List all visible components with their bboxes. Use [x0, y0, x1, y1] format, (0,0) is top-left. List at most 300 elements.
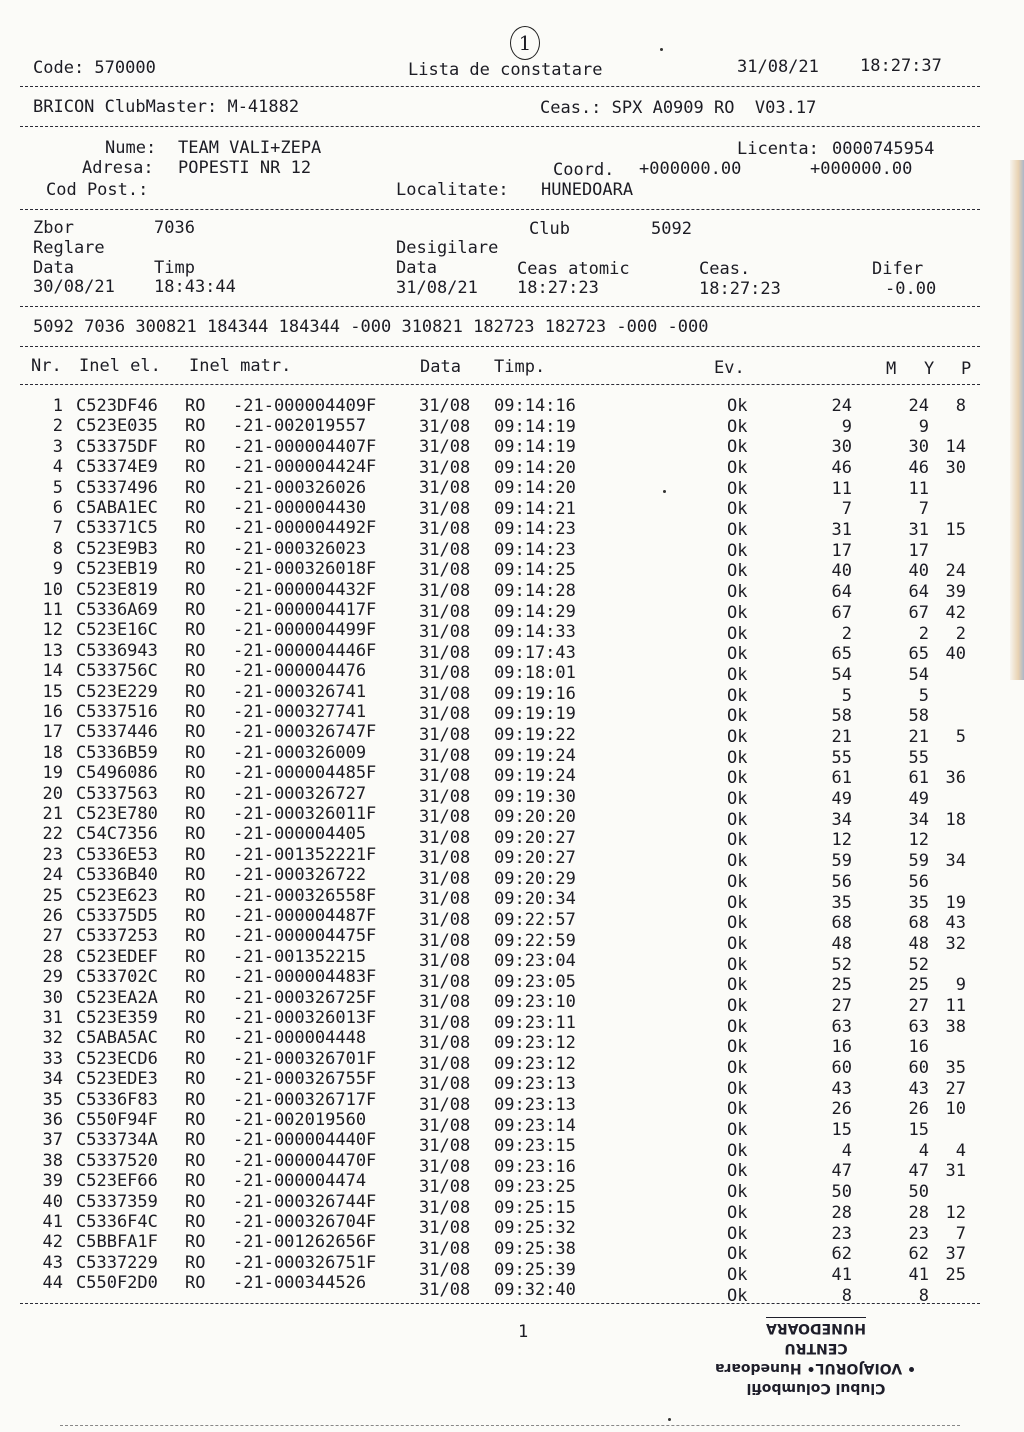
arrival-date: 31/08: [419, 992, 471, 1013]
event: Ok: [727, 789, 748, 810]
flight-label: Zbor: [33, 218, 74, 238]
row-number: 3: [52, 436, 63, 457]
value-y: 5: [918, 685, 929, 706]
arrival-date: 31/08: [419, 601, 471, 622]
event: Ok: [727, 1264, 748, 1285]
electronic-ring: C5ABA5AC: [76, 1028, 158, 1049]
row-number: 13: [42, 640, 63, 661]
arrival-date: 31/08: [419, 1156, 471, 1177]
arrival-time: 09:14:23: [494, 539, 576, 560]
value-y: 25: [908, 975, 929, 996]
summary-code-line: 5092 7036 300821 184344 184344 -000 310821 182723 182723 -000 -000: [33, 317, 709, 337]
electronic-ring: C5337359: [76, 1191, 158, 1212]
ring-number: -21-000326013F: [233, 1008, 377, 1028]
row-number: 32: [42, 1028, 63, 1049]
value-y: 26: [908, 1099, 929, 1120]
event: Ok: [727, 1202, 748, 1223]
address-label: Adresa:: [82, 158, 154, 178]
value-y: 40: [908, 561, 929, 582]
row-number: 29: [42, 967, 63, 988]
row-number: 7: [52, 518, 63, 539]
country: RO: [185, 804, 206, 824]
value-m: 15: [831, 1120, 852, 1141]
event: Ok: [727, 561, 748, 582]
row-number: 17: [42, 722, 63, 743]
license-label: Licenta:: [737, 139, 819, 159]
arrival-time: 09:20:27: [494, 827, 576, 848]
arrival-time: 09:32:40: [494, 1280, 576, 1301]
divider: [20, 86, 980, 87]
value-y: 59: [908, 851, 929, 872]
unsealing-date-label: Data: [396, 258, 437, 278]
row-number: 2: [52, 416, 63, 437]
event: Ok: [727, 1223, 748, 1244]
event: Ok: [727, 726, 748, 747]
electronic-ring: C54C7356: [76, 824, 158, 845]
value-m: 27: [831, 995, 852, 1016]
country: RO: [185, 1028, 206, 1049]
table-row: [0, 926, 1000, 954]
electronic-ring: C523DF46: [76, 396, 158, 416]
value-y: 56: [908, 871, 929, 892]
arrival-time: 09:14:21: [494, 498, 576, 519]
arrival-date: 31/08: [419, 457, 471, 478]
clock-time: 18:27:23: [699, 279, 781, 299]
row-number: 41: [42, 1212, 63, 1232]
value-y: 58: [908, 706, 929, 727]
row-number: 28: [42, 946, 63, 967]
table-row: [0, 844, 1000, 872]
electronic-ring: C523E035: [76, 416, 158, 437]
ring-number: -21-000004405: [233, 824, 367, 845]
electronic-ring: C5496086: [76, 763, 158, 784]
row-number: 23: [42, 844, 63, 865]
table-row: [0, 722, 1000, 747]
table-row: [0, 1069, 1000, 1099]
flight-number: 7036: [154, 218, 195, 238]
arrival-time: 09:20:20: [494, 807, 576, 828]
value-m: 26: [831, 1099, 852, 1120]
arrival-time: 09:22:57: [494, 910, 576, 930]
value-p: 42: [945, 602, 966, 623]
event: Ok: [727, 1161, 748, 1182]
country: RO: [185, 1273, 206, 1294]
value-m: 23: [831, 1223, 852, 1244]
arrival-time: 09:14:29: [494, 601, 576, 622]
arrival-time: 09:23:13: [494, 1074, 576, 1095]
country: RO: [185, 722, 206, 743]
country: RO: [185, 457, 206, 478]
row-number: 26: [42, 906, 63, 926]
arrival-date: 31/08: [419, 930, 471, 951]
value-p: 24: [945, 561, 966, 582]
table-row: [0, 1273, 1000, 1306]
arrival-date: 31/08: [419, 745, 471, 766]
country: RO: [185, 987, 206, 1008]
electronic-ring: C5337563: [76, 783, 158, 804]
event: Ok: [727, 1078, 748, 1099]
table-row: [0, 906, 1000, 934]
event: Ok: [727, 416, 748, 437]
value-y: 31: [908, 520, 929, 541]
setting-label: Reglare: [33, 238, 105, 258]
arrival-time: 09:17:43: [494, 642, 576, 663]
table-row: [0, 457, 1000, 477]
row-number: 35: [42, 1089, 63, 1110]
electronic-ring: C5337516: [76, 702, 158, 722]
license-value: 0000745954: [832, 139, 935, 159]
value-m: 56: [831, 871, 852, 892]
ring-number: -21-000004409F: [233, 396, 377, 416]
event: Ok: [727, 437, 748, 458]
value-m: 67: [831, 602, 852, 623]
electronic-ring: C523E229: [76, 681, 158, 702]
ring-number: -21-000326717F: [233, 1089, 377, 1110]
value-y: 62: [908, 1244, 929, 1265]
divider: [20, 1303, 980, 1304]
arrival-date: 31/08: [419, 951, 471, 972]
speck: [668, 1418, 671, 1421]
arrival-time: 09:14:16: [494, 396, 576, 416]
ring-number: -21-000326023: [233, 538, 367, 559]
electronic-ring: C523EDE3: [76, 1069, 158, 1090]
value-m: 59: [831, 851, 852, 872]
electronic-ring: C523ECD6: [76, 1048, 158, 1069]
value-y: 65: [908, 644, 929, 665]
event: Ok: [727, 644, 748, 665]
country: RO: [185, 600, 206, 620]
row-number: 6: [52, 498, 63, 518]
country: RO: [185, 1150, 206, 1171]
ring-number: -21-000326026: [233, 477, 367, 498]
event: Ok: [727, 1016, 748, 1037]
value-m: 17: [831, 540, 852, 561]
unsealing-label: Desigilare: [396, 238, 499, 258]
arrival-date: 31/08: [419, 868, 471, 889]
ring-number: -21-000004474: [233, 1171, 367, 1192]
value-y: 52: [908, 954, 929, 975]
value-y: 23: [908, 1223, 929, 1244]
value-p: 40: [945, 644, 966, 665]
ring-number: -21-000004475F: [233, 926, 377, 947]
arrival-time: 09:23:25: [494, 1177, 576, 1198]
table-row: [0, 579, 1000, 603]
ring-number: -21-000004440F: [233, 1130, 377, 1151]
electronic-ring: C5337496: [76, 477, 158, 498]
country: RO: [185, 559, 206, 580]
value-p: 38: [945, 1016, 966, 1037]
arrival-time: 09:19:24: [494, 745, 576, 766]
country: RO: [185, 620, 206, 641]
value-y: 43: [908, 1078, 929, 1099]
arrival-date: 31/08: [419, 827, 471, 848]
table-row: [0, 865, 1000, 892]
col-header-y: Y: [924, 359, 935, 379]
ring-number: -21-000327741: [233, 702, 367, 722]
ring-number: -21-000326558F: [233, 885, 377, 906]
value-m: 30: [831, 437, 852, 458]
arrival-date: 31/08: [419, 1074, 471, 1095]
country: RO: [185, 946, 206, 967]
speck: [660, 48, 663, 51]
ring-number: -21-000004487F: [233, 906, 377, 926]
col-header-date: Data: [420, 357, 461, 377]
electronic-ring: C53375D5: [76, 906, 158, 926]
value-m: 68: [831, 913, 852, 934]
table-row: [0, 967, 1000, 996]
arrival-time: 09:20:27: [494, 848, 576, 869]
ring-number: -21-000326704F: [233, 1212, 377, 1232]
value-p: 9: [955, 975, 966, 996]
electronic-ring: C5336943: [76, 640, 158, 661]
arrival-time: 09:19:22: [494, 724, 576, 745]
value-y: 27: [908, 995, 929, 1016]
value-y: 11: [908, 478, 929, 499]
table-row: [0, 824, 1000, 851]
row-number: 5: [52, 477, 63, 498]
ring-number: -21-000326747F: [233, 722, 377, 743]
event: Ok: [727, 975, 748, 996]
ring-number: -21-000326755F: [233, 1069, 377, 1090]
value-y: 21: [908, 726, 929, 747]
event: Ok: [727, 809, 748, 830]
electronic-ring: C53374E9: [76, 457, 158, 478]
row-number: 39: [42, 1171, 63, 1192]
value-m: 60: [831, 1058, 852, 1078]
value-y: 63: [908, 1016, 929, 1037]
row-number: 4: [52, 457, 63, 478]
arrival-date: 31/08: [419, 910, 471, 930]
electronic-ring: C523E780: [76, 804, 158, 824]
value-m: 64: [831, 582, 852, 603]
value-y: 67: [908, 602, 929, 623]
event: Ok: [727, 1244, 748, 1265]
electronic-ring: C5336E53: [76, 844, 158, 865]
ring-number: -21-000004407F: [233, 436, 377, 457]
electronic-ring: C53375DF: [76, 436, 158, 457]
arrival-time: 09:18:01: [494, 663, 576, 684]
electronic-ring: C523EF66: [76, 1171, 158, 1192]
electronic-ring: C550F2D0: [76, 1273, 158, 1294]
arrival-time: 09:14:19: [494, 416, 576, 437]
value-p: 31: [945, 1161, 966, 1182]
value-m: 28: [831, 1202, 852, 1223]
country: RO: [185, 681, 206, 702]
country: RO: [185, 742, 206, 763]
value-m: 62: [831, 1244, 852, 1265]
value-p: 12: [945, 1202, 966, 1223]
arrival-date: 31/08: [419, 807, 471, 828]
arrival-date: 31/08: [419, 478, 471, 499]
clock-id: Ceas.: SPX A0909 RO V03.17: [540, 98, 817, 118]
arrival-time: 09:19:24: [494, 766, 576, 787]
table-row: [0, 763, 1000, 789]
arrival-date: 31/08: [419, 971, 471, 992]
value-m: 43: [831, 1078, 852, 1099]
arrival-time: 09:14:33: [494, 622, 576, 643]
arrival-date: 31/08: [419, 1218, 471, 1239]
club-number: 5092: [651, 219, 692, 239]
postal-code-label: Cod Post.:: [46, 180, 149, 200]
value-y: 54: [908, 664, 929, 685]
country: RO: [185, 1048, 206, 1069]
row-number: 43: [42, 1252, 63, 1273]
arrival-time: 09:20:29: [494, 868, 576, 889]
country: RO: [185, 436, 206, 457]
setting-date-label: Data: [33, 258, 74, 278]
value-p: 11: [945, 995, 966, 1016]
electronic-ring: C533734A: [76, 1130, 158, 1151]
value-y: 47: [908, 1161, 929, 1182]
electronic-ring: C5BBFA1F: [76, 1232, 158, 1253]
electronic-ring: C523E359: [76, 1008, 158, 1028]
setting-date: 30/08/21: [33, 277, 115, 297]
arrival-date: 31/08: [419, 704, 471, 725]
stamp-line: HUNEDOARA: [766, 1317, 866, 1338]
event: Ok: [727, 995, 748, 1016]
divider: [20, 209, 980, 210]
ring-number: -21-002019557: [233, 416, 367, 437]
divider: [20, 384, 980, 385]
speck: [663, 490, 666, 493]
ring-number: -21-000344526: [233, 1273, 367, 1294]
country: RO: [185, 1232, 206, 1253]
event: Ok: [727, 1140, 748, 1161]
difference-value: -0.00: [885, 279, 937, 299]
value-p: 32: [945, 933, 966, 954]
arrival-time: 09:25:15: [494, 1197, 576, 1218]
col-header-electronic-ring: Inel el.: [79, 356, 161, 376]
value-p: 8: [955, 396, 966, 416]
setting-time: 18:43:44: [154, 277, 236, 297]
value-p: 37: [945, 1244, 966, 1265]
country: RO: [185, 1252, 206, 1273]
event: Ok: [727, 623, 748, 644]
value-y: 9: [918, 416, 929, 437]
arrival-time: 09:19:19: [494, 704, 576, 725]
row-number: 21: [42, 804, 63, 824]
value-m: 11: [831, 478, 852, 499]
arrival-date: 31/08: [419, 1033, 471, 1054]
event: Ok: [727, 954, 748, 975]
value-y: 7: [918, 499, 929, 520]
row-number: 27: [42, 926, 63, 947]
arrival-date: 31/08: [419, 560, 471, 581]
row-number: 36: [42, 1110, 63, 1130]
page-number: 1: [518, 1322, 529, 1342]
table-row: [0, 518, 1000, 541]
country: RO: [185, 640, 206, 661]
value-p: 35: [945, 1058, 966, 1078]
arrival-time: 09:25:32: [494, 1218, 576, 1239]
arrival-date: 31/08: [419, 766, 471, 787]
divider: [20, 346, 980, 347]
row-number: 25: [42, 885, 63, 906]
event: Ok: [727, 499, 748, 520]
col-header-ring-number: Inel matr.: [189, 356, 292, 376]
ring-number: -21-000326727: [233, 783, 367, 804]
event: Ok: [727, 913, 748, 934]
value-m: 55: [831, 747, 852, 768]
row-number: 11: [42, 600, 63, 620]
country: RO: [185, 1191, 206, 1212]
col-header-time: Timp.: [494, 357, 546, 377]
arrival-date: 31/08: [419, 1115, 471, 1136]
country: RO: [185, 967, 206, 988]
value-y: 55: [908, 747, 929, 768]
table-row: [0, 1008, 1000, 1037]
row-number: 37: [42, 1130, 63, 1151]
row-number: 22: [42, 824, 63, 845]
arrival-date: 31/08: [419, 1238, 471, 1259]
ring-number: -21-000004499F: [233, 620, 377, 641]
ring-number: -21-000004417F: [233, 600, 377, 620]
row-number: 8: [52, 538, 63, 559]
value-y: 2: [918, 623, 929, 644]
electronic-ring: C523EB19: [76, 559, 158, 580]
coord-label: Coord.: [553, 160, 615, 180]
divider: [20, 126, 980, 127]
arrival-time: 09:23:05: [494, 971, 576, 992]
value-p: 36: [945, 768, 966, 789]
atomic-clock-label: Ceas atomic: [517, 259, 630, 279]
electronic-ring: C5337253: [76, 926, 158, 947]
arrival-date: 31/08: [419, 581, 471, 602]
table-row: [0, 742, 1000, 768]
electronic-ring: C5336B59: [76, 742, 158, 763]
ring-number: -21-000004470F: [233, 1150, 377, 1171]
table-row: [0, 437, 1000, 457]
ring-number: -21-000326011F: [233, 804, 377, 824]
electronic-ring: C5336A69: [76, 600, 158, 620]
value-y: 12: [908, 830, 929, 851]
value-m: 65: [831, 644, 852, 665]
event: Ok: [727, 706, 748, 727]
table-row: [0, 620, 1000, 644]
ring-number: -21-000326744F: [233, 1191, 377, 1212]
value-y: 8: [918, 1285, 929, 1306]
ring-number: -21-000004476: [233, 661, 367, 682]
ring-number: -21-000326722: [233, 865, 367, 886]
country: RO: [185, 783, 206, 804]
country: RO: [185, 885, 206, 906]
event: Ok: [727, 1037, 748, 1058]
table-row: [0, 498, 1000, 518]
table-row: [0, 885, 1000, 913]
value-y: 4: [918, 1140, 929, 1161]
value-y: 49: [908, 789, 929, 810]
arrival-time: 09:14:20: [494, 457, 576, 478]
arrival-date: 31/08: [419, 1280, 471, 1301]
value-y: 34: [908, 809, 929, 830]
country: RO: [185, 865, 206, 886]
event: Ok: [727, 396, 748, 416]
ring-number: -21-000004430: [233, 498, 367, 518]
value-m: 41: [831, 1264, 852, 1285]
row-number: 31: [42, 1008, 63, 1028]
table-row: [0, 783, 1000, 810]
electronic-ring: C53371C5: [76, 518, 158, 539]
coord-lat: +000000.00: [639, 159, 742, 179]
arrival-date: 31/08: [419, 437, 471, 458]
arrival-time: 09:14:19: [494, 437, 576, 458]
row-number: 12: [42, 620, 63, 641]
arrival-time: 09:20:34: [494, 889, 576, 910]
electronic-ring: C523EA2A: [76, 987, 158, 1008]
col-header-m: M: [886, 359, 897, 379]
arrival-time: 09:23:12: [494, 1053, 576, 1074]
stamp-line: • VOIAJORUL• Hunedoara: [715, 1360, 916, 1376]
